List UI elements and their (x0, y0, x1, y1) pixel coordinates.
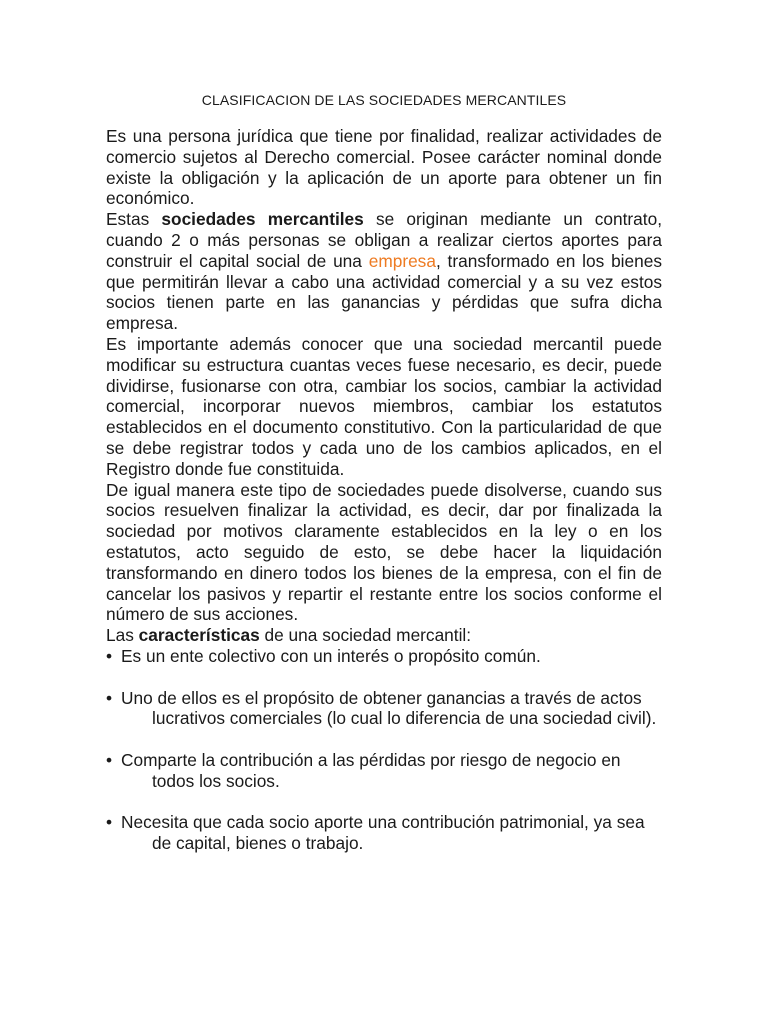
paragraph-modification: Es importante además conocer que una sociedad mercantil puede modificar su estructura cuantas veces fuese necesario, es decir, puede dividirse, fusionarse con otra, cambiar los socios, cambiar la actividad comercial, incorporar nuevos miembros, cambiar los estatutos establecidos en el documento constitutivo. Con la particularidad de que se debe registrar todos y cada uno de los cambios aplicados, en el Registro donde fue constituida. (106, 333, 662, 479)
empresa-link[interactable]: empresa (368, 250, 436, 271)
paragraph-characteristics-intro (106, 625, 662, 646)
paragraph-definition: Es una persona jurídica que tiene por finalidad, realizar actividades de comercio sujetos al Derecho comercial. Posee carácter nominal donde existe la obligación y la aplicación de un aporte para obtener un fin económico. (106, 126, 662, 209)
list-item-text: Es un ente colectivo con un interés o propósito común. (121, 645, 541, 666)
text-run: Estas (106, 209, 162, 230)
document-body (106, 126, 662, 854)
text-run: se originan mediante un contrato, cuando 2 o más personas se obligan a realizar ciertos aportes para construir el capital social de una (106, 209, 662, 271)
list-item-text: Comparte la contribución a las pérdidas por riesgo de negocio en (121, 749, 621, 770)
paragraph-dissolution: De igual manera este tipo de sociedades puede disolverse, cuando sus socios resuelven finalizar la actividad, es decir, dar por finalizada la sociedad por motivos claramente establecidos en la ley o en los estatutos, acto seguido de esto, se debe hacer la liquidación transformando en dinero todos los bienes de la empresa, con el fin de cancelar los pasivos y repartir el restante entre los socios conforme el número de sus acciones. (106, 479, 662, 625)
text-run: , transformado en los bienes que permitirán llevar a cabo una actividad comercial y a su vez estos socios tienen parte en las ganancias y pérdidas que sufra dicha empresa. (106, 250, 662, 334)
text-run: Las (106, 625, 139, 646)
bullet-icon: • (106, 812, 113, 833)
list-item (106, 688, 662, 730)
list-item (106, 812, 662, 854)
list-item-continuation: todos los socios. (152, 770, 280, 791)
list-item (106, 750, 662, 792)
document-title: CLASIFICACION DE LAS SOCIEDADES MERCANTILES (201, 92, 567, 108)
paragraph-origin (106, 209, 662, 334)
bold-term-sociedades-mercantiles: sociedades mercantiles (161, 209, 364, 230)
bullet-icon: • (106, 645, 113, 666)
text-run: de una sociedad mercantil: (259, 625, 472, 646)
bullet-icon: • (106, 749, 113, 770)
list-item-continuation: lucrativos comerciales (lo cual lo diferencia de una sociedad civil). (152, 708, 657, 729)
bullet-icon: • (106, 687, 113, 708)
list-item-continuation: de capital, bienes o trabajo. (152, 833, 364, 854)
characteristics-list (106, 646, 662, 854)
list-item-text: Necesita que cada socio aporte una contribución patrimonial, ya sea (121, 812, 645, 833)
list-item-text: Uno de ellos es el propósito de obtener ganancias a través de actos (121, 687, 642, 708)
list-item (106, 646, 662, 667)
bold-term-caracteristicas: características (138, 625, 260, 646)
